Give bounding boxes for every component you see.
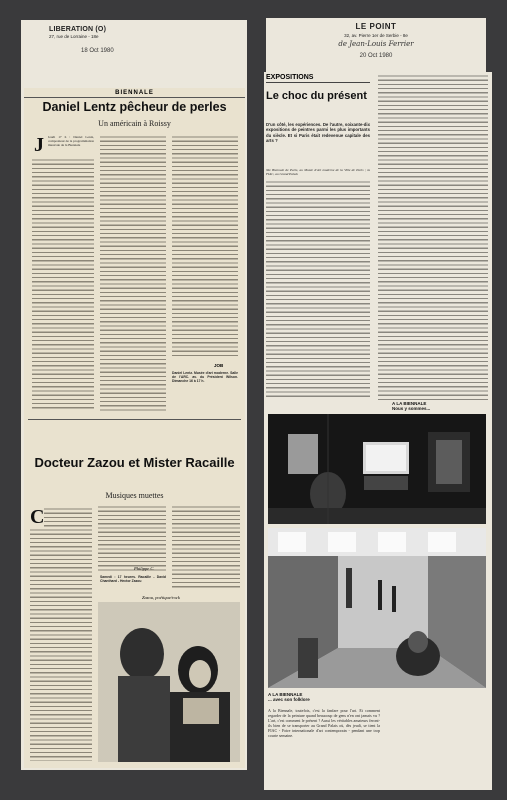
article-zazou (24, 425, 245, 768)
article-divider (28, 419, 241, 420)
article-lentz (24, 88, 245, 460)
right-lead-text: XIe Biennale de Paris, au Musée d'Art moderne de la Ville de Paris ; la FIAC, au Grand Palais (266, 168, 370, 177)
biennale-photo-1 (268, 414, 486, 524)
article2-credit: Philippe C. (134, 566, 155, 571)
right-column-1 (266, 180, 370, 398)
article1-column-1 (32, 158, 94, 410)
right-column-2 (378, 74, 488, 402)
right-handwritten: de Jean-Louis Ferrier (338, 40, 414, 48)
left-source-stamp (49, 26, 209, 54)
right-source-stamp (266, 22, 486, 59)
right-address: 32, av. Pierre 1er de Serbie - 8e (344, 33, 408, 38)
left-date: 18 Oct 1980 (81, 48, 114, 54)
article2-photo-caption: Zazou, poétique/rock (142, 595, 180, 600)
article1-subhead: Un américain à Roissy (98, 119, 171, 128)
right-clipping-header (266, 18, 486, 73)
biennale-photo-2 (268, 528, 486, 688)
article2-column-3 (172, 505, 240, 589)
article2-dropcap: C (30, 506, 45, 528)
right-clipping (264, 72, 492, 790)
photo2-caption-text: A LA BIENNALE ... avec son folklore (268, 692, 310, 703)
right-closing-text: A la Biennale, toutefois, c'est la fanfare pour l'art. Et comment regarder de la peinture quand beaucoup de gens n'en ont jamais vu ? L'art, c'est comment le présent ? Aussi les véritables amateurs feront-ils bien de se transporter au Grand Palais où, dès jeudi, se tient la FIAC - Foire internationale d'art contemporain - pendant une trop courte semaine. (268, 708, 380, 738)
photo2-caption (268, 692, 388, 702)
article2-headline: Docteur Zazou et Mister Racaille (34, 455, 235, 470)
article1-headline: Daniel Lentz pêcheur de perles (42, 100, 227, 114)
right-publication: LE POINT (355, 22, 397, 31)
right-headline: Le choc du présent (266, 90, 367, 102)
article2-subhead: Musiques muettes (105, 491, 164, 500)
article2-info: Samedi : 17 heures. Racaille - David Chanthard - Hector Zazou (100, 575, 166, 584)
article2-column-1b (30, 528, 92, 761)
right-date: 20 Oct 1980 (359, 53, 393, 59)
photo1-caption (392, 401, 488, 411)
article1-column-2 (100, 135, 166, 411)
article1-credit: JOB (214, 363, 224, 368)
article1-column-3 (172, 135, 238, 359)
right-section: EXPOSITIONS (266, 74, 370, 83)
article2-column-2 (98, 505, 166, 571)
article1-info: Daniel Lentz. Musée d'art moderne. Salle de l'ARC. av. du Président Wilson. Dimanche 16 à 17 h. (172, 371, 238, 384)
photo1-caption-text: A LA BIENNALE Nous y sommes... (392, 401, 431, 412)
zazou-photo (98, 602, 240, 762)
article1-dropcap: J (34, 134, 44, 156)
article1-section: BIENNALE (24, 90, 245, 98)
left-address: 27, rue de Lorraine - 18e (49, 34, 99, 39)
left-publication: LIBERATION (O) (49, 26, 107, 33)
right-standfirst: D'un côté, les expériences. De l'autre, soixante-dix expositions de peintres parmi les plus importants du siècle. Et si Paris était redevenue capitale des arts ? (266, 122, 370, 144)
article1-lead: Jeudi 17 h : Daniel Lentz, compositeur de la programmation musicale de la Biennale (48, 135, 94, 148)
article2-column-1 (44, 507, 92, 527)
